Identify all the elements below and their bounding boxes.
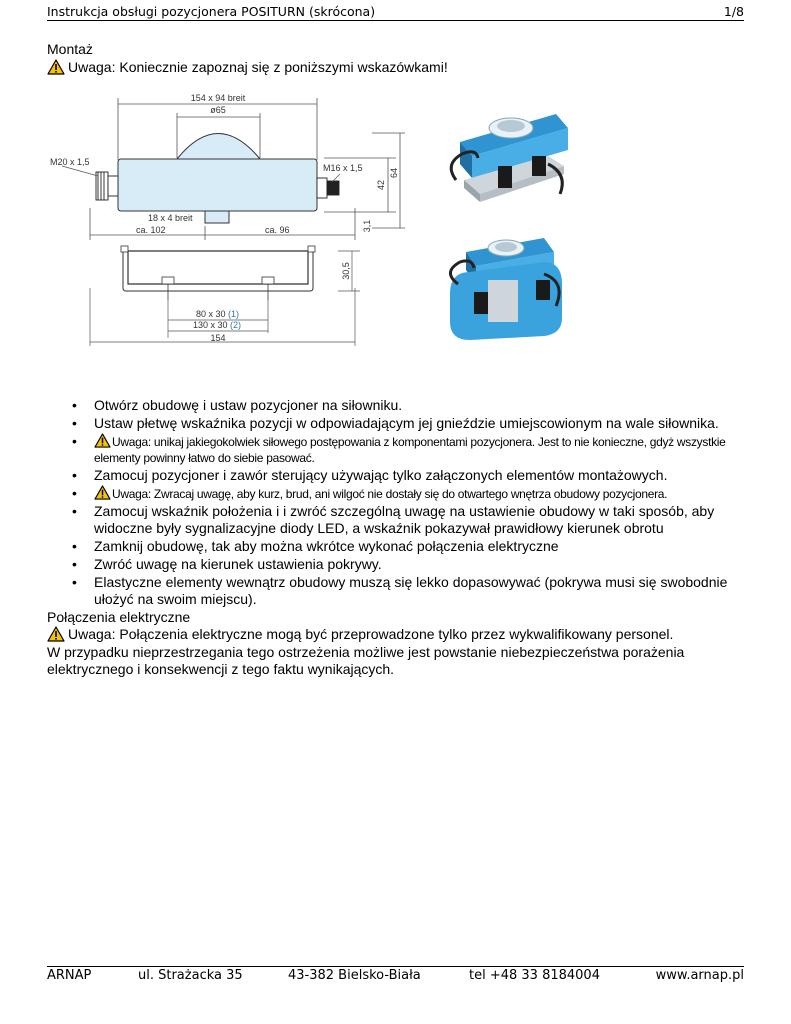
electrical-paragraph: W przypadku nieprzestrzegania tego ostrzeżenia możliwe jest powstanie niebezpieczeństwa porażenia elektrycznego i konsekwencji z tego faktu wynikających.: [47, 644, 685, 677]
dim-diameter-65: ø65: [210, 105, 226, 115]
footer-website-link[interactable]: www.arnap.pl: [655, 968, 744, 983]
warning-icon: [94, 433, 111, 448]
list-item: • Elastyczne elementy wewnątrz obudowy muszą się lekko dopasowywać (pokrywa musi się swobodnie ułożyć na swoim miejscu).: [47, 574, 747, 608]
page-footer: [47, 966, 744, 987]
dim-ca102: ca. 102: [136, 225, 166, 235]
dim-ca96: ca. 96: [265, 225, 290, 235]
warning-icon: [47, 59, 65, 75]
electrical-warning: [47, 626, 673, 642]
dim-18x4: 18 x 4 breit: [148, 213, 193, 223]
footer-phone: tel +48 33 8184004: [469, 968, 600, 983]
dim-3-1: 3,1: [362, 219, 372, 233]
dim-m16: M16 x 1,5: [323, 163, 363, 173]
mounting-steps-list: [47, 397, 747, 609]
device-photo-bottom: [436, 222, 578, 347]
electrical-warning-text: Uwaga: Połączenia elektryczne mogą być przeprowadzone tylko przez wykwalifikowany personel.: [68, 626, 674, 642]
dim-154x94: 154 x 94 breit: [190, 93, 246, 103]
document-title: Instrukcja obsługi pozycjonera POSITURN (skrócona): [47, 4, 376, 19]
list-item: • Ustaw płetwę wskaźnika pozycji w odpowiadającym jej gnieździe umiejscowionym na wale siłownika.: [47, 415, 747, 432]
dim-64: 64: [389, 167, 399, 179]
page-number: 1/8: [723, 4, 744, 19]
list-item: • Otwórz obudowę i ustaw pozycjoner na siłowniku.: [47, 397, 747, 414]
warning-icon: [47, 626, 65, 642]
montaz-warning-text: Uwaga: Koniecznie zapoznaj się z poniższymi wskazówkami!: [68, 59, 448, 75]
footer-street: ul. Strażacka 35: [138, 968, 243, 983]
footer-company: ARNAP: [47, 968, 92, 983]
list-item: • Zamocuj wskaźnik położenia i i zwróć szczególną uwagę na ustawienie obudowy w taki sposób, aby widoczne były sygnalizacyjne diody LED, a wskaźnik pokazywał prawidłowy kierunek obrotu: [47, 503, 747, 537]
montaz-warning: [47, 59, 448, 75]
section-heading-montaz: Montaż: [47, 41, 93, 57]
list-item-warning: • Uwaga: unikaj jakiegokolwiek siłowego postępowania z komponentami pozycjonera. Jest to nie konieczne, gdyż wszystkie elementy powinny łatwo do siebie pasować.: [47, 433, 747, 466]
warning-icon: [94, 485, 111, 500]
dim-30-5: 30,5: [341, 262, 351, 280]
section-heading-electrical: Połączenia elektryczne: [47, 609, 191, 625]
dim-80x30-ref: (1): [228, 309, 239, 319]
list-item: • Zamocuj pozycjoner i zawór sterujący używając tylko załączonych elementów montażowych.: [47, 467, 747, 484]
dim-80x30: 80 x 30: [196, 309, 226, 319]
dim-154: 154: [210, 333, 226, 343]
dim-m20: M20 x 1,5: [50, 157, 90, 167]
dimension-drawing: [40, 88, 420, 356]
device-photo-top: [436, 94, 578, 217]
dim-42: 42: [376, 179, 386, 191]
list-item: • Zamknij obudowę, tak aby można wkrótce wykonać połączenia elektryczne: [47, 538, 747, 555]
dim-130x30: 130 x 30: [193, 320, 228, 330]
dim-130x30-ref: (2): [230, 320, 241, 330]
footer-city: 43-382 Bielsko-Biała: [288, 968, 421, 983]
page-header: [47, 4, 744, 21]
list-item-warning: • Uwaga: Zwracaj uwagę, aby kurz, brud, ani wilgoć nie dostały się do otwartego wnętrza obudowy pozycjonera.: [47, 485, 747, 502]
list-item: • Zwróć uwagę na kierunek ustawienia pokrywy.: [47, 556, 747, 573]
